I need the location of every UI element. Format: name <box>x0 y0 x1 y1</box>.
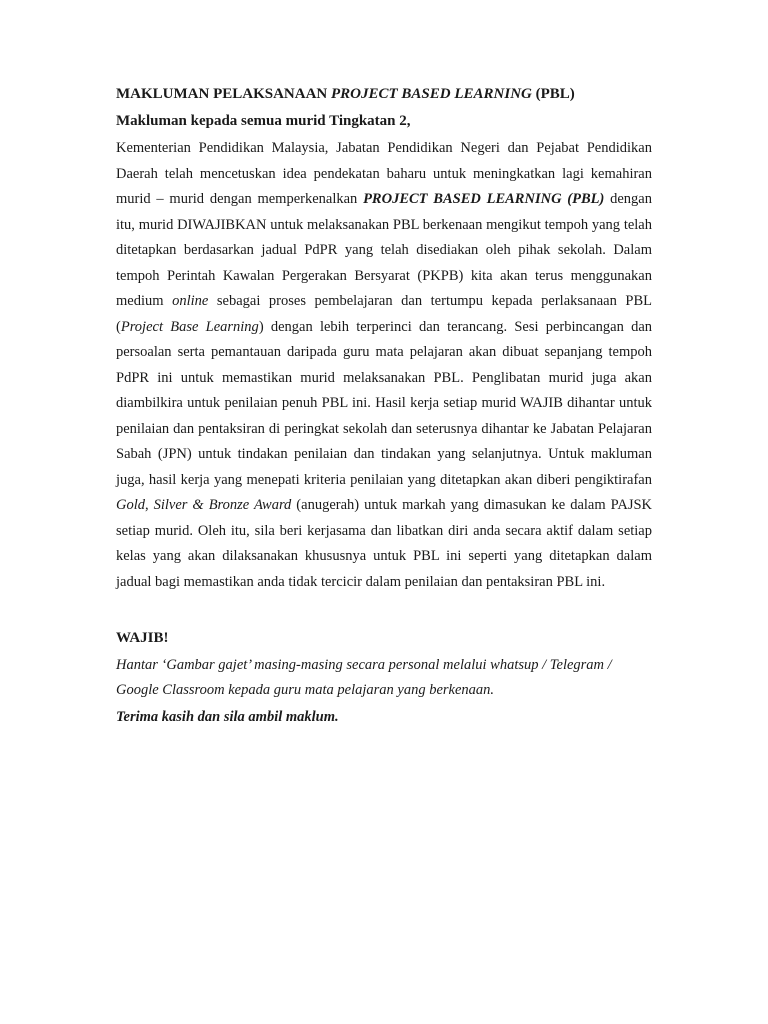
body-text-6: (anugerah) untuk markah yang dimasukan ke dalam PAJSK setiap murid. Oleh itu, sila beri kerjasama dan libatkan diri anda secara aktif dalam setiap kelas yang akan dilaksanakan khususnya untuk PBL ini seperti yang ditetapkan dalam jadual bagi memastikan anda tidak tercicir dalam penilaian dan pentaksiran PBL ini. <box>116 497 653 590</box>
page-title <box>116 84 652 104</box>
body-bold-pbl: PROJECT BASED LEARNING (PBL) <box>363 191 605 207</box>
body-text-3: sebagai proses pembelajaran dan tertumpu kepada perlaksanaan PBL ( <box>116 293 652 335</box>
body-text-2: dengan itu, murid DIWAJIBKAN untuk melaksanakan PBL berkenaan mengikut tempoh yang telah ditetapkan berdasarkan jadual PdPR yang telah disediakan oleh pihak sekolah. Dalam tempoh Perintah Kawalan Pergerakan Bersyarat (PKPB) kita akan terus menggunakan medium <box>116 191 652 309</box>
body-text-5: , <box>145 497 154 513</box>
body-italic-gold: Gold <box>116 497 145 513</box>
wajib-heading: WAJIB! <box>116 630 169 646</box>
subtitle: Makluman kepada semua murid Tingkatan 2, <box>116 113 411 129</box>
document-content <box>116 84 652 730</box>
body-text-1: Kementerian Pendidikan Malaysia, Jabatan Pendidikan Negeri dan Pejabat Pendidikan Daerah telah mencetuskan idea pendekatan baharu untuk meningkatkan lagi kemahiran murid – murid dengan memperkenalkan <box>116 140 652 207</box>
title-prefix: MAKLUMAN PELAKSANAAN <box>116 86 331 102</box>
closing-text: Terima kasih dan sila ambil maklum. <box>116 709 339 725</box>
title-suffix: (PBL) <box>531 86 575 102</box>
body-paragraph <box>116 136 652 595</box>
body-italic-award: Silver & Bronze Award <box>153 497 292 513</box>
body-italic-project-base: Project Base Learning <box>120 318 259 335</box>
title-emphasis: PROJECT BASED LEARNING <box>331 86 532 102</box>
body-italic-online: online <box>172 293 209 309</box>
instruction-text: Hantar ‘Gambar gajet’ masing-masing secara personal melalui whatsup / Telegram / Google Classroom kepada guru mata pelajaran yang berkenaan. <box>116 657 612 698</box>
body-text-4: ) dengan lebih terperinci dan terancang. Sesi perbincangan dan persoalan serta pemantauan daripada guru mata pelajaran akan dibuat sepanjang tempoh PdPR ini untuk memastikan murid melaksanakan PBL. Penglibatan murid juga akan diambilkira untuk penilaian penuh PBL ini. Hasil kerja setiap murid WAJIB dihantar untuk penilaian dan pentaksiran di peringkat sekolah dan seterusnya dihantar ke Jabatan Pelajaran Sabah (JPN) untuk tindakan penilaian dan tindakan yang selanjutnya. Untuk makluman juga, hasil kerja yang menepati kriteria penilaian yang ditetapkan akan diberi pengiktirafan <box>116 318 652 488</box>
